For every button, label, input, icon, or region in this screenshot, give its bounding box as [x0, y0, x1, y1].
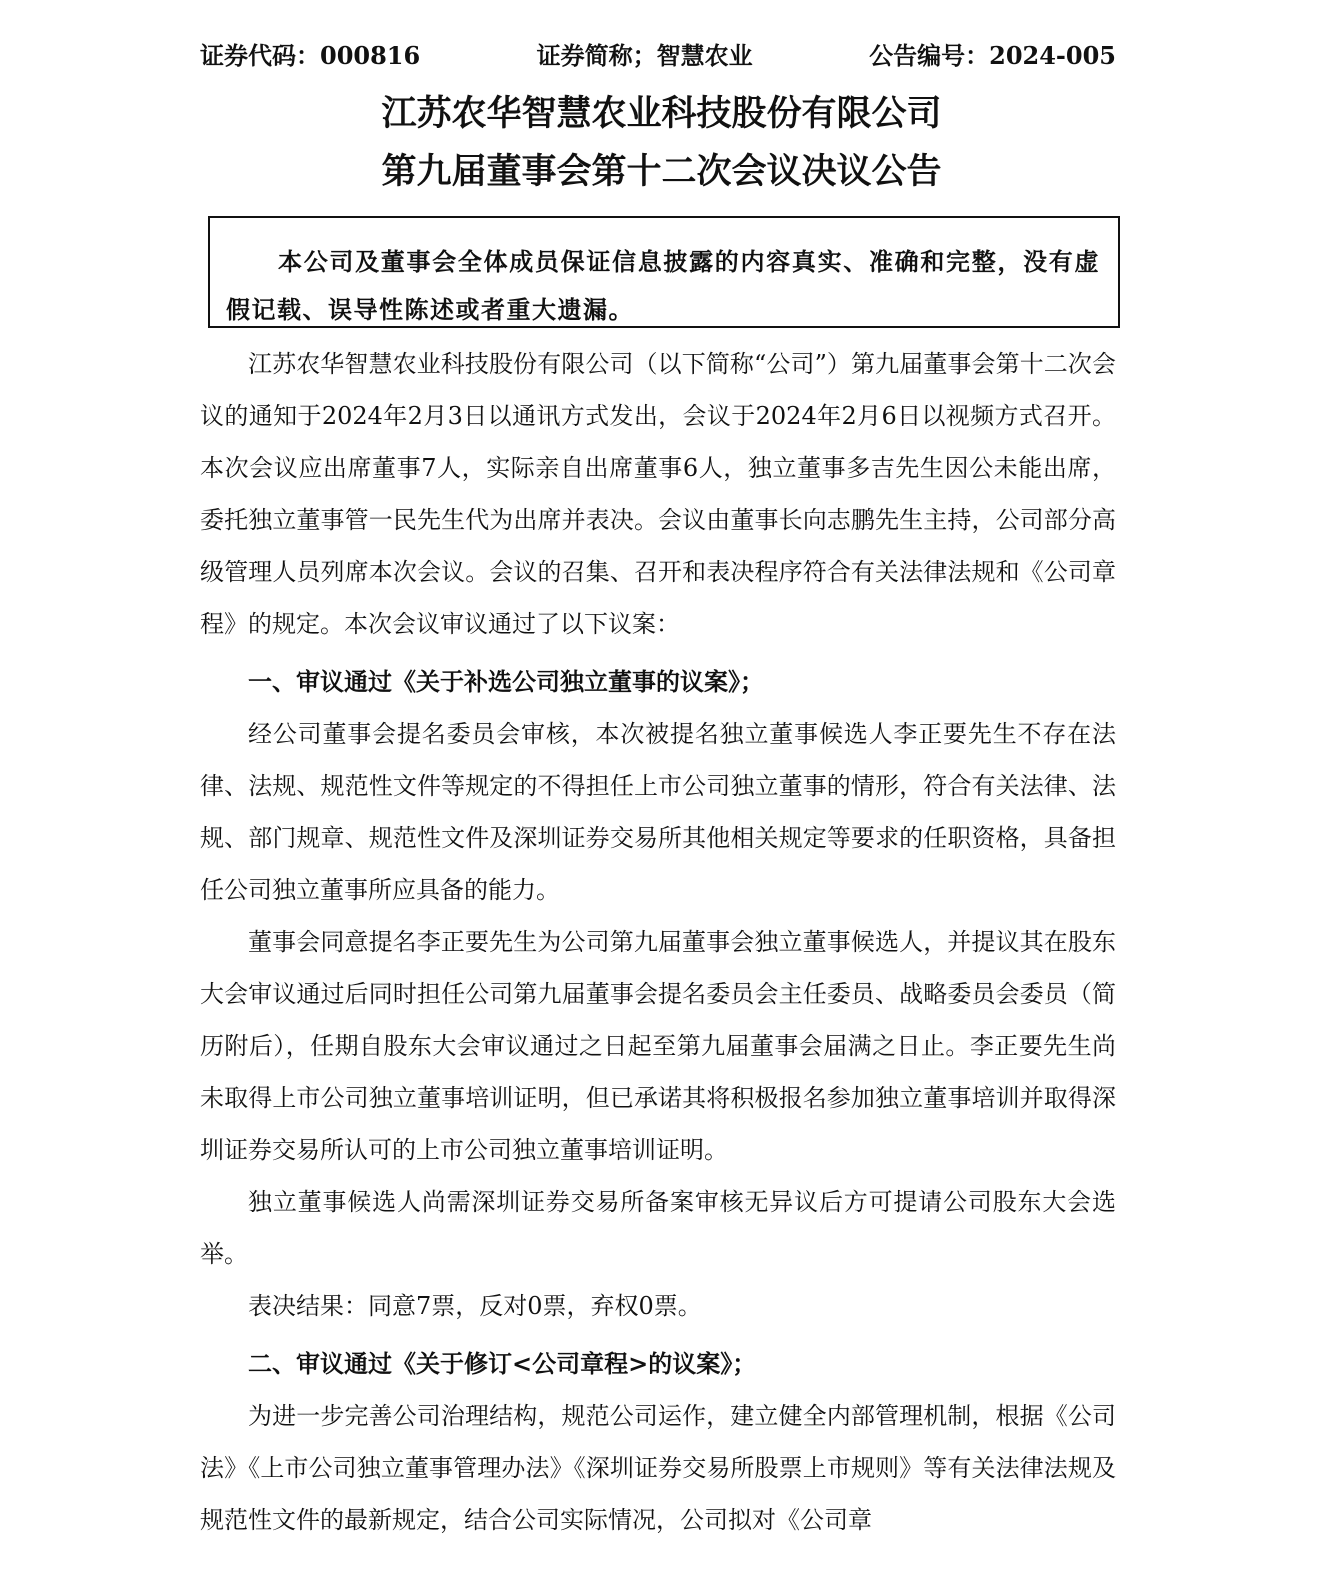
- announcement-title: 第九届董事会第十二次会议决议公告: [381, 151, 942, 192]
- announcement-body: [200, 338, 1116, 1546]
- section-1-paragraph-1: 经公司董事会提名委员会审核，本次被提名独立董事候选人李正要先生不存在法律、法规、规范性文件等规定的不得担任上市公司独立董事的情形，符合有关法律、法规、部门规章、规范性文件及深圳证券交易所其他相关规定等要求的任职资格，具备担任公司独立董事所应具备的能力。: [200, 720, 1116, 904]
- section-2-heading: 二、审议通过《关于修订<公司章程>的议案》；: [248, 1349, 757, 1378]
- intro-paragraph: 江苏农华智慧农业科技股份有限公司（以下简称“公司”）第九届董事会第十二次会议的通知于2024年2月3日以通讯方式发出，会议于2024年2月6日以视频方式召开。本次会议应出席董事7人，实际亲自出席董事6人，独立董事多吉先生因公未能出席，委托独立董事管一民先生代为出席并表决。会议由董事长向志鹏先生主持，公司部分高级管理人员列席本次会议。会议的召集、召开和表决程序符合有关法律法规和《公司章程》的规定。本次会议审议通过了以下议案：: [200, 350, 1116, 638]
- notice-number: 公告编号：2024-005: [869, 41, 1116, 70]
- section-1-vote-result: 表决结果：同意7票，反对0票，弃权0票。: [248, 1292, 702, 1320]
- stock-code: 证券代码：000816: [200, 41, 421, 70]
- company-title: 江苏农华智慧农业科技股份有限公司: [381, 93, 942, 134]
- section-1-paragraph-2: 董事会同意提名李正要先生为公司第九届董事会独立董事候选人，并提议其在股东大会审议通过后同时担任公司第九届董事会提名委员会主任委员、战略委员会委员（简历附后），任期自股东大会审议通过之日起至第九届董事会届满之日止。李正要先生尚未取得上市公司独立董事培训证明，但已承诺其将积极报名参加独立董事培训并取得深圳证券交易所认可的上市公司独立董事培训证明。: [200, 928, 1116, 1164]
- stock-short-name: 证券简称；智慧农业: [536, 41, 753, 70]
- section-1-heading: 一、审议通过《关于补选公司独立董事的议案》；: [248, 667, 764, 696]
- disclosure-notice-box: [208, 216, 1120, 328]
- announcement-header: [200, 38, 1116, 74]
- section-2-paragraph-1: 为进一步完善公司治理结构，规范公司运作，建立健全内部管理机制，根据《公司法》《上市公司独立董事管理办法》《深圳证券交易所股票上市规则》等有关法律法规及规范性文件的最新规定，结合公司实际情况，公司拟对《公司章: [200, 1402, 1116, 1534]
- disclosure-notice-text: 本公司及董事会全体成员保证信息披露的内容真实、准确和完整，没有虚假记载、误导性陈述或者重大遗漏。: [226, 247, 1100, 324]
- section-1-paragraph-3: 独立董事候选人尚需深圳证券交易所备案审核无异议后方可提请公司股东大会选举。: [200, 1188, 1116, 1268]
